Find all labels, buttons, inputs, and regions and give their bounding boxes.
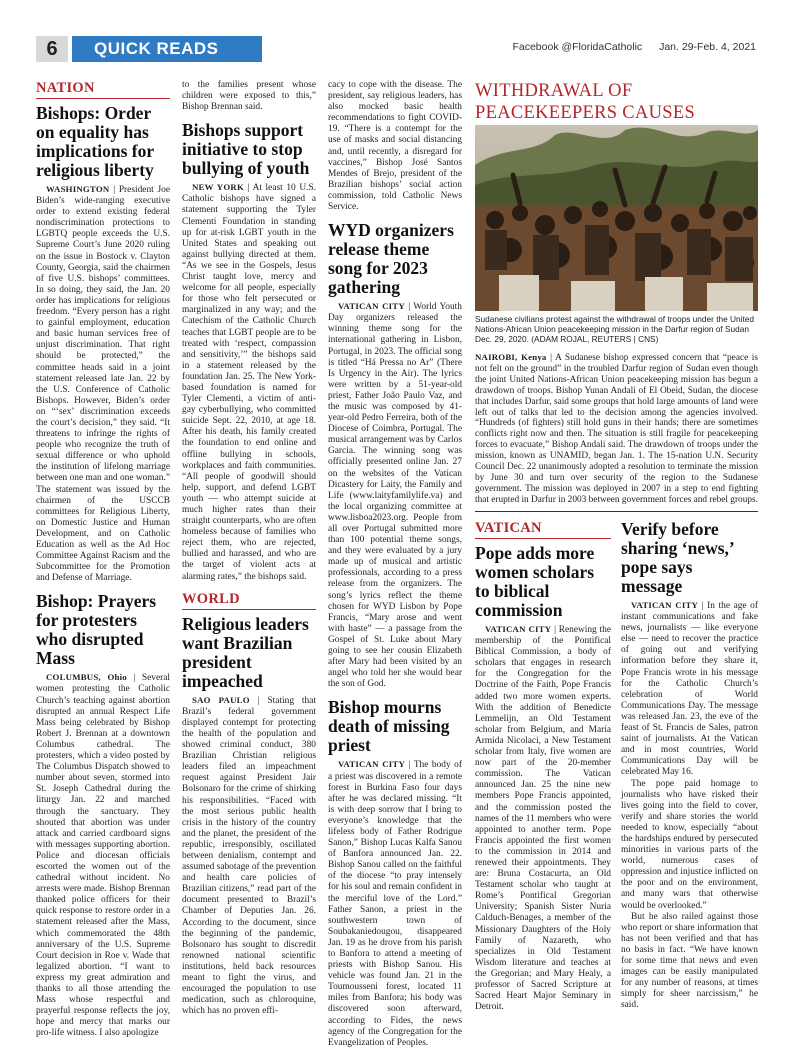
- headline-bullying: Bishops support initiative to stop bullying of youth: [182, 120, 310, 179]
- section-label-vatican: VATICAN: [475, 520, 611, 539]
- social-handle: Facebook @FloridaCatholic: [512, 41, 643, 53]
- article-bullying: NEW YORK | At least 10 U.S. Catholic bishops have signed a statement supporting the Tyler Clementi Foundation in standing up for at-risk LGBT youth in the United States and speaking out against bullying directed at them. “As we see in the Gospels, Jesus Christ taught love, mercy and welcome for all people, especially for those who felt persecuted or marginalized in any way; and the Catechism of the Catholic Church teaches that LGBT people are to be treated with ‘respect, compassion and sensitivity,’” the bishops said in a statement released by the foundation Jan. 25. The New York-based foundation is named for Tyler Clementi, a victim of anti-gay cyberbullying, who committed suicide Sept. 22, 2010, at age 18. After his death, his family created the foundation to end online and offline bullying in schools, workplaces and faith communities. “All people of goodwill should help, support, and defend LGBT youth — who attempt suicide at much higher rates than their straight counterparts, who are often homeless because of families who reject them, who are rejected, bullied and harassed, and who are the target of violent acts at alarming rates,” the bishops said.: [182, 182, 317, 582]
- headline-biblical-commission: Pope adds more women scholars to biblical commission: [475, 543, 595, 620]
- section-label-nation: NATION: [36, 80, 170, 99]
- dateline: VATICAN CITY: [338, 301, 405, 312]
- article-protesters: COLUMBUS, Ohio | Several women protesting the Catholic Church’s teaching against abortion disrupted an annual Respect Life Mass being celebrated by Bishop Robert J. Brennan at a downtown Columbus cathedral. The protesters, which a video posted by The Columbus Dispatch showed to number about seven, stormed into St. Joseph Cathedral during the liturgy Jan. 22 and marched through the sanctuary. They shouted that abortion was under attack and carried cardboard signs with messages supporting abortion. Police and diocesan officials escorted the women out of the cathedral without incident. No arrests were made. Bishop Brennan thanked police officers for their quick response to restore order in a statement released after the Mass, which commemorated the 48th anniversary of the U.S. Supreme Court decision in Roe v. Wade that legalized abortion. “I want to express my great admiration and thanks to all those attending the Mass whose respectful and prayerful response reflects the joy, hope and mercy that marks our pro-life witness. I also apologize: [36, 672, 170, 1039]
- column-3: [328, 80, 462, 1048]
- article-wyd: VATICAN CITY | World Youth Day organizers released the winning theme song for the international gathering in Lisbon, Portugal, in 2023. The official song is titled “Há Pressa no Ar” (There Is Urgency in the Air). The lyrics were written by a 51-year-old priest, Father João Paulo Vaz, and the music was composed by 41-year-old Pedro Ferreira, both of the Diocese of Coimbra, Portugal. The musical arrangement was by Carlos Garcia. The winning song was officially presented online Jan. 27 on the websites of the Vatican Dicastery for Laity, the Family and Life (www.laityfamilylife.va) and the local organizing committee at www.lisboa2023.org. People from all over Portugal submitted more than 100 potential theme songs, and they were evaluated by a jury made up of musical and artistic professionals, according to a press release from the organizers. The song’s lyrics reflect the theme chosen for WYD Lisbon by Pope Francis, “Mary arose and went with haste” — a passage from the Gospel of St. Luke about Mary going to see her cousin Elizabeth after Mary had been visited by an angel who told her she would bear the son of God.: [328, 301, 462, 690]
- headline-priest: Bishop mourns death of missing priest: [328, 697, 450, 756]
- headline-brazil: Religious leaders want Brazilian president impeached: [182, 613, 309, 691]
- article-biblical-commission: VATICAN CITY | Renewing the membership of the Pontifical Biblical Commission, a body of scholars that engages in research for the Congregation for the Doctrine of the Faith, Pope Francis added two more women experts. With the addition of Benedicte Lemmelijn, an Old Testament scholar from Belgium, and Maria Armida Nicolaci, a New Testament scholar from Italy, five women are now part of the 20-member commission. The Vatican announced Jan. 25 the nine new members Pope Francis appointed, and the commission posted the names of the 11 members who were appointed to another term. Pope Francis appointed the first women to the commission in 2014 and renewed their appointments. They are: Bruna Costacurta, an Old Testament scholar who taught at Rome’s Pontifical Gregorian University; Spanish Sister Nuria Calduch-Benages, a member of the Missionary Daughters of the Holy Family of Nazareth, who specializes in Old Testament Wisdom literature and teaches at the Gregorian; and Mary Healy, a professor of Sacred Scripture at Sacred Heart Major Seminary in Detroit.: [475, 624, 611, 1013]
- column-2: [182, 80, 317, 1017]
- article-protesters-continued: to the families present whose children were exposed to this,” Bishop Brennan said.: [182, 80, 316, 113]
- article-brazil-continued: cacy to cope with the disease. The president, say religious leaders, has also mocked basic health recommendations to fight COVID-19. “There is a contempt for the use of masks and social distancing and, until recently, a disregard for vaccines,” Bishop José Santos Mendes of Brejo, president of the Brazilian bishops’ social action commission, told Catholic News Service.: [328, 80, 462, 213]
- protest-crowd-image: [475, 125, 758, 311]
- page-number: 6: [36, 36, 68, 62]
- dateline: NAIROBI, Kenya: [475, 352, 547, 362]
- column-4: [475, 520, 611, 1013]
- article-priest: VATICAN CITY | The body of a priest was discovered in a remote forest in Burkina Faso four days after he was declared missing. “It is with deep sorrow that I bring to everyone’s knowledge that the lifeless body of Father Rodrigue Sanon,” Bishop Lucas Kalfa Sanou of Banfora announced Jan. 22. Bishop Sanou called on the faithful of the diocese “to pray intensely for his soul and remain confident in the merciful love of the Lord.” Father Sanon, a priest in the southwestern town of Soubakaniedougou, disappeared Jan. 19 as he drove from his parish to Banfora to attend a meeting of priests with Bishop Sanou. His vehicle was found Jan. 21 in the Toumousseni forest, located 11 miles from Banfora; his body was discovered soon afterward, according to Fides, the news agency of the Congregation for the Evangelization of Peoples.: [328, 759, 462, 1048]
- section-label-world: WORLD: [182, 591, 316, 610]
- photo-caption: Sudanese civilians protest against the withdrawal of troops under the United Nations-African Union peacekeeping mission in the Darfur region of Sudan Dec. 29, 2020. (ADAM ROJAL, REUTERS | CNS): [475, 314, 755, 344]
- section-title: QUICK READS: [72, 36, 262, 62]
- protest-photo: [475, 125, 758, 311]
- dateline: NEW YORK: [192, 182, 244, 193]
- column-1: [36, 80, 170, 1039]
- dateline: WASHINGTON: [46, 184, 110, 194]
- headline-verify-news: Verify before sharing ‘news,’ pope says message: [621, 519, 734, 596]
- feature-headline-box: [475, 80, 758, 124]
- divider: [475, 511, 758, 512]
- headline-equality: Bishops: Order on equality has implications for religious liberty: [36, 103, 154, 180]
- article-equality: WASHINGTON | President Joe Biden’s wide-ranging executive order to extend existing federal nondiscrimination protections to LGBTQ people exceeds the U.S. Supreme Court’s June 2020 ruling on the issue in Bostock v. Clayton County, Georgia, said the chairmen of five U.S. bishops’ committees. In so doing, they said, the Jan. 20 order has implications for religious freedom. “Every person has a right to gainful employment, education and basic human services free of unjust discrimination. That right should be protected,” the committee heads said in a joint statement released late Jan. 22 by the U.S. Conference of Catholic Bishops. However, Biden’s order on “‘sex’ discrimination exceeds the court’s decision,” they said. “It threatens to infringe the rights of people who recognize the truth of sexual difference or who uphold the institution of lifelong marriage between one man and one woman.” The statement was issued by the chairmen of the USCCB committees for Religious Liberty, on Domestic Justice and Human Development, and on Catholic Education as well as the Ad Hoc Committee Against Racism and the Subcommittee for the Promotion and Defense of Marriage.: [36, 184, 170, 584]
- dateline: VATICAN CITY: [631, 600, 699, 610]
- article-verify-news: VATICAN CITY | In the age of instant communications and fake news, journalists — like everyone else — need to recover the practice of going out and verifying information before they share it, Pope Francis wrote in his message for the Catholic Church’s celebration of World Communications Day. The message was released Jan. 23, the eve of the feast of St. Francis de Sales, patron saint of journalists. At the Vatican and in most countries, World Communications Day will be celebrated May 16.: [621, 600, 758, 778]
- article-brazil: SAO PAULO | Stating that Brazil’s federal government displayed contempt for protecting the health of the population and showed criminal conduct, 380 Brazilian Christian religious leaders filed an impeachment request against President Jair Bolsonaro for the crime of shirking his responsibilities. “Faced with the most serious public health crisis in the history of the country and the planet, the president of the republic, irresponsibly, oscillated between denialism, contempt and assumed sabotage of the prevention and health care policies of Brazilian citizens,” read part of the document presented to Brazil’s Chamber of Deputies Jan. 26. According to the document, since the beginning of the pandemic, Bolsonaro has sought to discredit renowned national scientific institutions, held back resources meant to fight the virus, and encouraged the population to use medication, such as chloroquine, which has no proven effi-: [182, 694, 316, 1017]
- headline-wyd: WYD organizers release theme song for 2023 gathering: [328, 220, 454, 298]
- issue-date: Jan. 29-Feb. 4, 2021: [659, 41, 756, 53]
- page-header: [36, 36, 756, 62]
- article-verify-news-p3: But he also railed against those who report or share information that has not been verified and that has no basis in fact. “We have known for some time that news and even images can be easily manipulated for any number of reasons, at times simply for sheer narcissism,” he said.: [621, 911, 758, 1011]
- dateline: COLUMBUS, Ohio: [46, 672, 127, 683]
- column-5: [621, 519, 758, 1011]
- dateline: SAO PAULO: [192, 694, 250, 705]
- header-info: [498, 41, 756, 53]
- article-peacekeepers: NAIROBI, Kenya | A Sudanese bishop expressed concern that “peace is not felt on the ground” in the troubled Darfur region of Sudan even though the joint United Nations-African Union peacekeeping mission has begun a drawdown of troops. Bishop Yunan Andali of El Obeid, Sudan, the diocese that includes Darfur, said some groups that hold large amounts of land were left out of talks that led to the decision among the agencies involved. “Hundreds (of fighters) still hold guns in their hands; there are sometimes conflicts right now and then. The situation is still fragile for peacekeeping forces to evacuate,” Bishop Andali said. The drawdown of troops under the mission, known as UNAMID, began Jan. 1. The 15-nation U.N. Security Council Dec. 22 unanimously adopted a resolution to terminate the mission by June 30 and turn over security of the region to the Sudanese government. The mission was deployed in 2007 in a step to end fighting that erupted in Darfur in 2003 between government forces and rebel groups.: [475, 352, 759, 505]
- dateline: VATICAN CITY: [338, 759, 406, 770]
- feature-article-box: [475, 352, 758, 508]
- dateline: VATICAN CITY: [485, 624, 552, 634]
- article-verify-news-p2: The pope paid homage to journalists who have risked their lives going into the field to cover, verify and share stories the world needed to know, especially “about the hardships endured by persecuted minorities in various parts of the world, numerous cases of oppression and injustice inflicted on the poor and on the environment, and many wars that otherwise would be overlooked.”: [621, 778, 758, 911]
- headline-protesters: Bishop: Prayers for protesters who disrupted Mass: [36, 591, 157, 669]
- feature-headline: WITHDRAWAL OF PEACEKEEPERS CAUSES: [475, 81, 696, 123]
